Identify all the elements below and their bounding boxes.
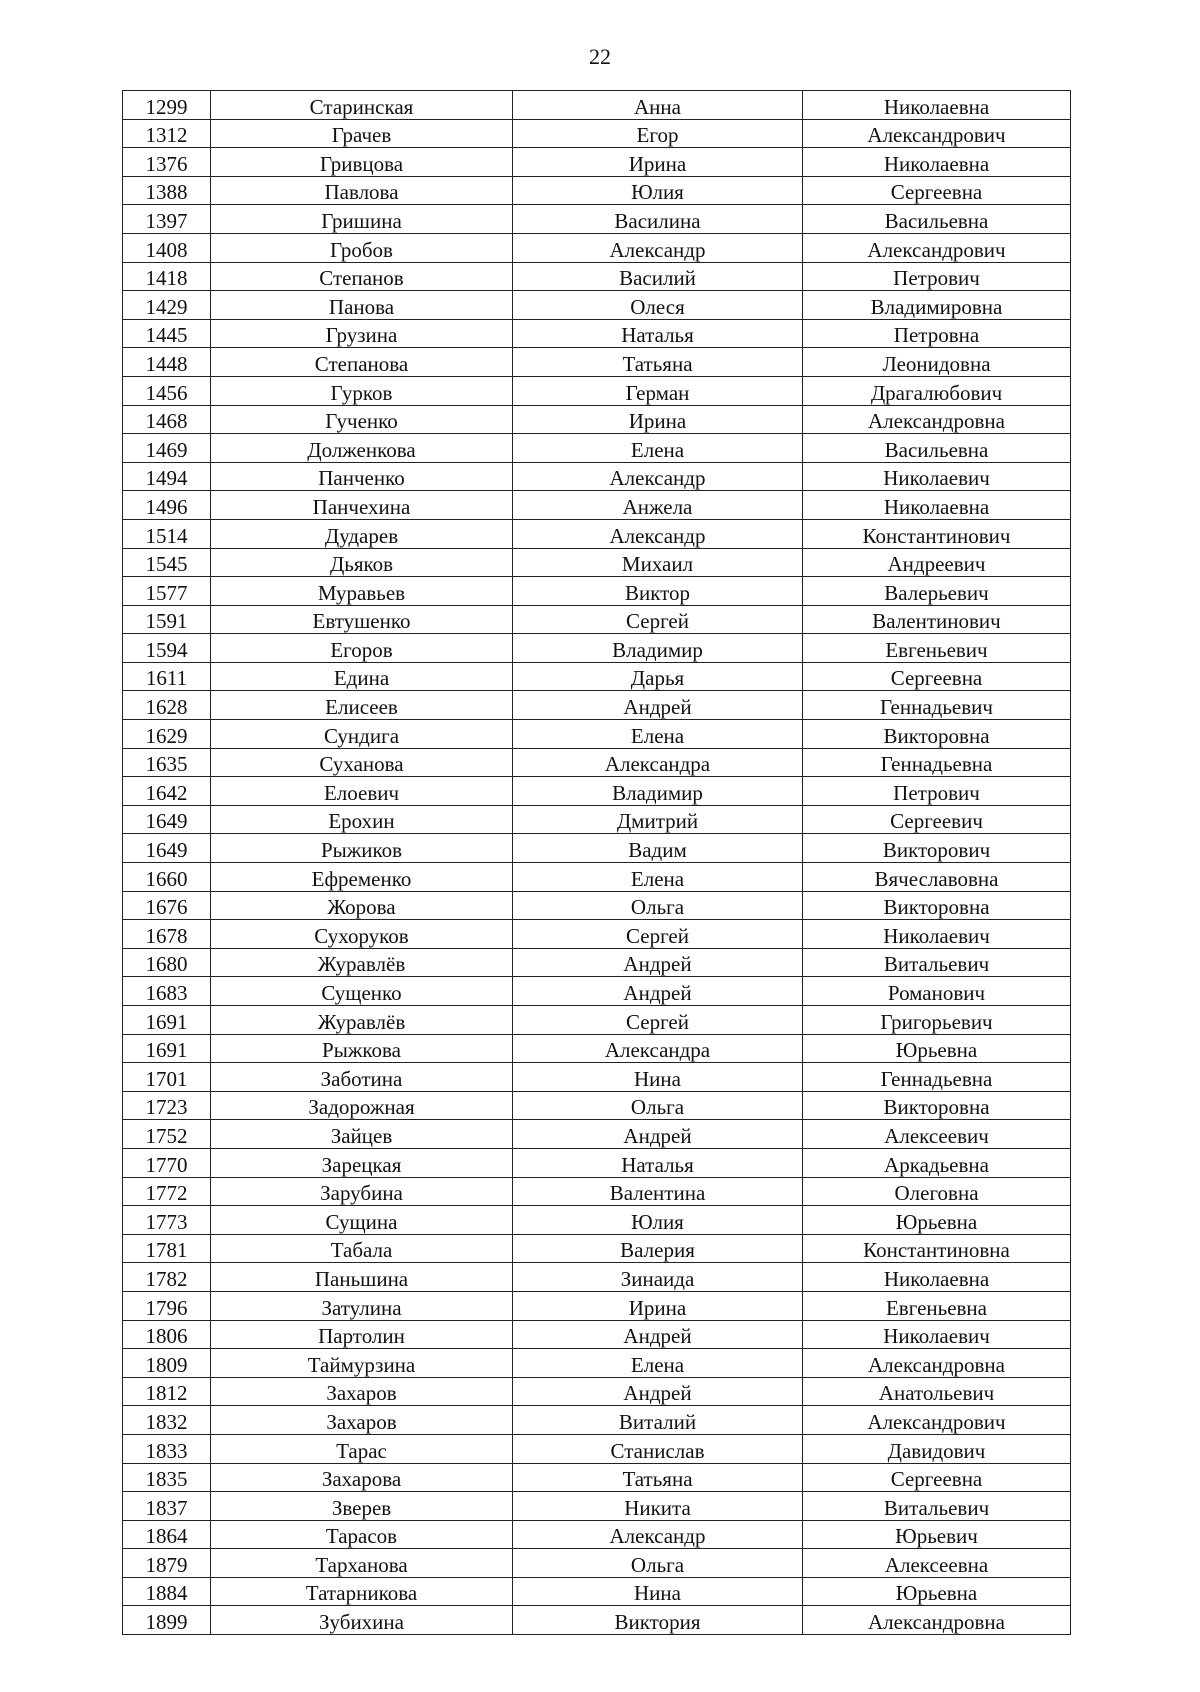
record-number-cell: 1376: [123, 148, 211, 177]
table-row: [123, 720, 1071, 749]
record-number-cell: 1809: [123, 1349, 211, 1378]
record-number-cell: 1635: [123, 748, 211, 777]
last-name-cell: Гурков: [211, 376, 513, 405]
patronymic-cell: Олеговна: [803, 1177, 1071, 1206]
first-name-cell: Наталья: [513, 319, 803, 348]
last-name-cell: Журавлёв: [211, 948, 513, 977]
table-row: [123, 1063, 1071, 1092]
first-name-cell: Владимир: [513, 777, 803, 806]
record-number-cell: 1676: [123, 891, 211, 920]
patronymic-cell: Романович: [803, 977, 1071, 1006]
record-number-cell: 1594: [123, 634, 211, 663]
last-name-cell: Грузина: [211, 319, 513, 348]
record-number-cell: 1772: [123, 1177, 211, 1206]
first-name-cell: Василина: [513, 205, 803, 234]
table-row: [123, 662, 1071, 691]
patronymic-cell: Алексеевич: [803, 1120, 1071, 1149]
patronymic-cell: Николаевич: [803, 462, 1071, 491]
last-name-cell: Тарасов: [211, 1520, 513, 1549]
table-row: [123, 205, 1071, 234]
table-row: [123, 863, 1071, 892]
last-name-cell: Дударев: [211, 519, 513, 548]
first-name-cell: Никита: [513, 1492, 803, 1521]
table-row: [123, 1206, 1071, 1235]
table-row: [123, 376, 1071, 405]
record-number-cell: 1429: [123, 291, 211, 320]
last-name-cell: Егоров: [211, 634, 513, 663]
first-name-cell: Вадим: [513, 834, 803, 863]
first-name-cell: Василий: [513, 262, 803, 291]
first-name-cell: Сергей: [513, 1006, 803, 1035]
roster-table: [122, 90, 1071, 1635]
patronymic-cell: Александрович: [803, 119, 1071, 148]
table-row: [123, 91, 1071, 120]
first-name-cell: Александра: [513, 748, 803, 777]
last-name-cell: Едина: [211, 662, 513, 691]
last-name-cell: Зверев: [211, 1492, 513, 1521]
first-name-cell: Андрей: [513, 1377, 803, 1406]
first-name-cell: Михаил: [513, 548, 803, 577]
record-number-cell: 1494: [123, 462, 211, 491]
record-number-cell: 1770: [123, 1148, 211, 1177]
table-row: [123, 948, 1071, 977]
first-name-cell: Егор: [513, 119, 803, 148]
page-number: 22: [589, 44, 611, 69]
patronymic-cell: Давидович: [803, 1434, 1071, 1463]
last-name-cell: Ефременко: [211, 863, 513, 892]
first-name-cell: Сергей: [513, 920, 803, 949]
last-name-cell: Татарникова: [211, 1577, 513, 1606]
patronymic-cell: Геннадьевич: [803, 691, 1071, 720]
last-name-cell: Гробов: [211, 233, 513, 262]
first-name-cell: Герман: [513, 376, 803, 405]
last-name-cell: Панчехина: [211, 491, 513, 520]
patronymic-cell: Леонидовна: [803, 348, 1071, 377]
table-row: [123, 1434, 1071, 1463]
last-name-cell: Задорожная: [211, 1091, 513, 1120]
table-row: [123, 1520, 1071, 1549]
first-name-cell: Виктор: [513, 577, 803, 606]
table-row: [123, 462, 1071, 491]
last-name-cell: Панова: [211, 291, 513, 320]
last-name-cell: Долженкова: [211, 434, 513, 463]
first-name-cell: Александр: [513, 519, 803, 548]
record-number-cell: 1496: [123, 491, 211, 520]
table-row: [123, 434, 1071, 463]
patronymic-cell: Петровна: [803, 319, 1071, 348]
last-name-cell: Рыжиков: [211, 834, 513, 863]
patronymic-cell: Юрьевич: [803, 1520, 1071, 1549]
table-row: [123, 1291, 1071, 1320]
table-row: [123, 1463, 1071, 1492]
first-name-cell: Нина: [513, 1063, 803, 1092]
record-number-cell: 1796: [123, 1291, 211, 1320]
last-name-cell: Суханова: [211, 748, 513, 777]
table-row: [123, 405, 1071, 434]
first-name-cell: Валентина: [513, 1177, 803, 1206]
first-name-cell: Владимир: [513, 634, 803, 663]
last-name-cell: Ерохин: [211, 805, 513, 834]
table-row: [123, 148, 1071, 177]
patronymic-cell: Аркадьевна: [803, 1148, 1071, 1177]
record-number-cell: 1629: [123, 720, 211, 749]
last-name-cell: Гривцова: [211, 148, 513, 177]
patronymic-cell: Владимировна: [803, 291, 1071, 320]
first-name-cell: Станислав: [513, 1434, 803, 1463]
patronymic-cell: Сергеевна: [803, 176, 1071, 205]
record-number-cell: 1680: [123, 948, 211, 977]
first-name-cell: Ольга: [513, 1549, 803, 1578]
last-name-cell: Тарас: [211, 1434, 513, 1463]
patronymic-cell: Александровна: [803, 405, 1071, 434]
first-name-cell: Елена: [513, 434, 803, 463]
patronymic-cell: Витальевич: [803, 1492, 1071, 1521]
last-name-cell: Журавлёв: [211, 1006, 513, 1035]
last-name-cell: Сущенко: [211, 977, 513, 1006]
first-name-cell: Елена: [513, 863, 803, 892]
record-number-cell: 1642: [123, 777, 211, 806]
record-number-cell: 1397: [123, 205, 211, 234]
last-name-cell: Сущина: [211, 1206, 513, 1235]
record-number-cell: 1611: [123, 662, 211, 691]
last-name-cell: Паньшина: [211, 1263, 513, 1292]
last-name-cell: Захаров: [211, 1406, 513, 1435]
first-name-cell: Юлия: [513, 1206, 803, 1235]
patronymic-cell: Васильевна: [803, 205, 1071, 234]
patronymic-cell: Алексеевна: [803, 1549, 1071, 1578]
table-row: [123, 920, 1071, 949]
record-number-cell: 1691: [123, 1006, 211, 1035]
patronymic-cell: Николаевич: [803, 1320, 1071, 1349]
first-name-cell: Ольга: [513, 1091, 803, 1120]
table-row: [123, 1006, 1071, 1035]
patronymic-cell: Константинович: [803, 519, 1071, 548]
first-name-cell: Татьяна: [513, 348, 803, 377]
first-name-cell: Юлия: [513, 176, 803, 205]
patronymic-cell: Александрович: [803, 1406, 1071, 1435]
record-number-cell: 1628: [123, 691, 211, 720]
record-number-cell: 1752: [123, 1120, 211, 1149]
table-row: [123, 748, 1071, 777]
first-name-cell: Татьяна: [513, 1463, 803, 1492]
patronymic-cell: Александровна: [803, 1349, 1071, 1378]
first-name-cell: Ольга: [513, 891, 803, 920]
first-name-cell: Наталья: [513, 1148, 803, 1177]
first-name-cell: Нина: [513, 1577, 803, 1606]
first-name-cell: Сергей: [513, 605, 803, 634]
record-number-cell: 1835: [123, 1463, 211, 1492]
patronymic-cell: Валентинович: [803, 605, 1071, 634]
patronymic-cell: Юрьевна: [803, 1034, 1071, 1063]
table-row: [123, 1091, 1071, 1120]
record-number-cell: 1469: [123, 434, 211, 463]
last-name-cell: Павлова: [211, 176, 513, 205]
record-number-cell: 1456: [123, 376, 211, 405]
record-number-cell: 1683: [123, 977, 211, 1006]
table-row: [123, 262, 1071, 291]
record-number-cell: 1660: [123, 863, 211, 892]
record-number-cell: 1884: [123, 1577, 211, 1606]
first-name-cell: Александр: [513, 1520, 803, 1549]
table-row: [123, 1577, 1071, 1606]
last-name-cell: Рыжкова: [211, 1034, 513, 1063]
record-number-cell: 1408: [123, 233, 211, 262]
table-row: [123, 1120, 1071, 1149]
last-name-cell: Елоевич: [211, 777, 513, 806]
first-name-cell: Александра: [513, 1034, 803, 1063]
table-row: [123, 1377, 1071, 1406]
table-row: [123, 491, 1071, 520]
first-name-cell: Дарья: [513, 662, 803, 691]
table-row: [123, 1492, 1071, 1521]
table-row: [123, 1349, 1071, 1378]
patronymic-cell: Николаевна: [803, 91, 1071, 120]
record-number-cell: 1837: [123, 1492, 211, 1521]
last-name-cell: Тарханова: [211, 1549, 513, 1578]
table-row: [123, 777, 1071, 806]
table-row: [123, 577, 1071, 606]
first-name-cell: Андрей: [513, 948, 803, 977]
table-row: [123, 119, 1071, 148]
patronymic-cell: Александрович: [803, 233, 1071, 262]
patronymic-cell: Викторовна: [803, 1091, 1071, 1120]
record-number-cell: 1577: [123, 577, 211, 606]
table-row: [123, 1177, 1071, 1206]
patronymic-cell: Витальевич: [803, 948, 1071, 977]
table-row: [123, 691, 1071, 720]
patronymic-cell: Васильевна: [803, 434, 1071, 463]
record-number-cell: 1514: [123, 519, 211, 548]
record-number-cell: 1723: [123, 1091, 211, 1120]
record-number-cell: 1299: [123, 91, 211, 120]
first-name-cell: Андрей: [513, 1320, 803, 1349]
first-name-cell: Олеся: [513, 291, 803, 320]
first-name-cell: Валерия: [513, 1234, 803, 1263]
first-name-cell: Александр: [513, 462, 803, 491]
table-row: [123, 834, 1071, 863]
last-name-cell: Заботина: [211, 1063, 513, 1092]
record-number-cell: 1649: [123, 834, 211, 863]
patronymic-cell: Драгалюбович: [803, 376, 1071, 405]
table-row: [123, 519, 1071, 548]
patronymic-cell: Евгеньевич: [803, 634, 1071, 663]
first-name-cell: Ирина: [513, 148, 803, 177]
table-row: [123, 291, 1071, 320]
table-row: [123, 348, 1071, 377]
last-name-cell: Зарецкая: [211, 1148, 513, 1177]
patronymic-cell: Григорьевич: [803, 1006, 1071, 1035]
first-name-cell: Зинаида: [513, 1263, 803, 1292]
first-name-cell: Анжела: [513, 491, 803, 520]
record-number-cell: 1773: [123, 1206, 211, 1235]
last-name-cell: Гученко: [211, 405, 513, 434]
last-name-cell: Жорова: [211, 891, 513, 920]
table-row: [123, 319, 1071, 348]
table-row: [123, 1549, 1071, 1578]
patronymic-cell: Викторовна: [803, 720, 1071, 749]
patronymic-cell: Николаевна: [803, 148, 1071, 177]
last-name-cell: Муравьев: [211, 577, 513, 606]
last-name-cell: Сухоруков: [211, 920, 513, 949]
table-row: [123, 891, 1071, 920]
patronymic-cell: Викторович: [803, 834, 1071, 863]
table-row: [123, 1234, 1071, 1263]
record-number-cell: 1691: [123, 1034, 211, 1063]
record-number-cell: 1649: [123, 805, 211, 834]
patronymic-cell: Геннадьевна: [803, 1063, 1071, 1092]
patronymic-cell: Юрьевна: [803, 1577, 1071, 1606]
table-row: [123, 634, 1071, 663]
record-number-cell: 1468: [123, 405, 211, 434]
last-name-cell: Зайцев: [211, 1120, 513, 1149]
last-name-cell: Захаров: [211, 1377, 513, 1406]
patronymic-cell: Сергеевна: [803, 662, 1071, 691]
last-name-cell: Затулина: [211, 1291, 513, 1320]
last-name-cell: Таймурзина: [211, 1349, 513, 1378]
table-row: [123, 1320, 1071, 1349]
first-name-cell: Дмитрий: [513, 805, 803, 834]
table-row: [123, 1406, 1071, 1435]
last-name-cell: Степанов: [211, 262, 513, 291]
patronymic-cell: Петрович: [803, 262, 1071, 291]
table-row: [123, 548, 1071, 577]
last-name-cell: Степанова: [211, 348, 513, 377]
first-name-cell: Ирина: [513, 405, 803, 434]
last-name-cell: Евтушенко: [211, 605, 513, 634]
record-number-cell: 1833: [123, 1434, 211, 1463]
roster-table-body: [123, 91, 1071, 1635]
last-name-cell: Грачев: [211, 119, 513, 148]
first-name-cell: Елена: [513, 1349, 803, 1378]
record-number-cell: 1782: [123, 1263, 211, 1292]
last-name-cell: Дьяков: [211, 548, 513, 577]
table-row: [123, 605, 1071, 634]
last-name-cell: Елисеев: [211, 691, 513, 720]
patronymic-cell: Николаевна: [803, 491, 1071, 520]
record-number-cell: 1545: [123, 548, 211, 577]
last-name-cell: Табала: [211, 1234, 513, 1263]
table-row: [123, 1606, 1071, 1635]
patronymic-cell: Викторовна: [803, 891, 1071, 920]
patronymic-cell: Сергеевна: [803, 1463, 1071, 1492]
record-number-cell: 1388: [123, 176, 211, 205]
last-name-cell: Старинская: [211, 91, 513, 120]
patronymic-cell: Анатольевич: [803, 1377, 1071, 1406]
record-number-cell: 1832: [123, 1406, 211, 1435]
last-name-cell: Панченко: [211, 462, 513, 491]
table-row: [123, 1148, 1071, 1177]
patronymic-cell: Андреевич: [803, 548, 1071, 577]
patronymic-cell: Вячеславовна: [803, 863, 1071, 892]
patronymic-cell: Петрович: [803, 777, 1071, 806]
last-name-cell: Зарубина: [211, 1177, 513, 1206]
record-number-cell: 1781: [123, 1234, 211, 1263]
patronymic-cell: Евгеньевна: [803, 1291, 1071, 1320]
last-name-cell: Партолин: [211, 1320, 513, 1349]
first-name-cell: Александр: [513, 233, 803, 262]
record-number-cell: 1864: [123, 1520, 211, 1549]
first-name-cell: Андрей: [513, 691, 803, 720]
patronymic-cell: Геннадьевна: [803, 748, 1071, 777]
last-name-cell: Захарова: [211, 1463, 513, 1492]
table-row: [123, 176, 1071, 205]
first-name-cell: Елена: [513, 720, 803, 749]
patronymic-cell: Николаевич: [803, 920, 1071, 949]
first-name-cell: Ирина: [513, 1291, 803, 1320]
record-number-cell: 1879: [123, 1549, 211, 1578]
patronymic-cell: Николаевна: [803, 1263, 1071, 1292]
record-number-cell: 1701: [123, 1063, 211, 1092]
table-row: [123, 1263, 1071, 1292]
last-name-cell: Зубихина: [211, 1606, 513, 1635]
record-number-cell: 1312: [123, 119, 211, 148]
patronymic-cell: Александровна: [803, 1606, 1071, 1635]
first-name-cell: Андрей: [513, 977, 803, 1006]
record-number-cell: 1591: [123, 605, 211, 634]
patronymic-cell: Сергеевич: [803, 805, 1071, 834]
patronymic-cell: Юрьевна: [803, 1206, 1071, 1235]
first-name-cell: Андрей: [513, 1120, 803, 1149]
patronymic-cell: Валерьевич: [803, 577, 1071, 606]
last-name-cell: Гришина: [211, 205, 513, 234]
last-name-cell: Сундига: [211, 720, 513, 749]
record-number-cell: 1806: [123, 1320, 211, 1349]
table-row: [123, 977, 1071, 1006]
record-number-cell: 1418: [123, 262, 211, 291]
first-name-cell: Виталий: [513, 1406, 803, 1435]
first-name-cell: Анна: [513, 91, 803, 120]
table-row: [123, 805, 1071, 834]
first-name-cell: Виктория: [513, 1606, 803, 1635]
record-number-cell: 1812: [123, 1377, 211, 1406]
table-row: [123, 233, 1071, 262]
record-number-cell: 1448: [123, 348, 211, 377]
table-row: [123, 1034, 1071, 1063]
record-number-cell: 1678: [123, 920, 211, 949]
patronymic-cell: Константиновна: [803, 1234, 1071, 1263]
record-number-cell: 1899: [123, 1606, 211, 1635]
record-number-cell: 1445: [123, 319, 211, 348]
